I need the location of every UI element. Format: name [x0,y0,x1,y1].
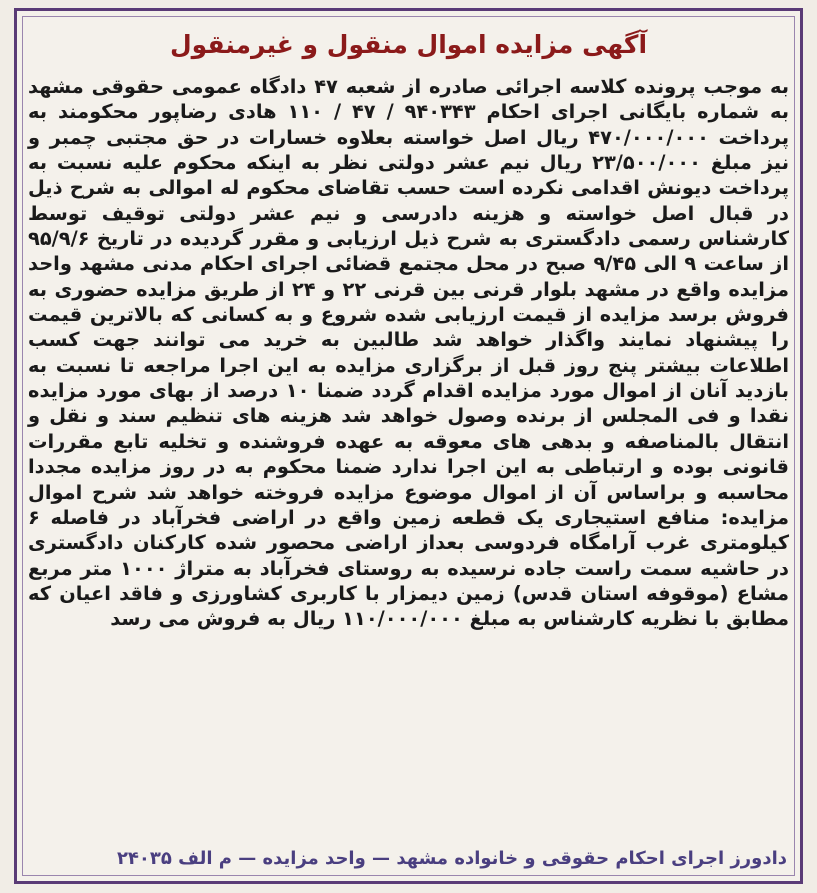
notice-title: آگهی مزایده اموال منقول و غیرمنقول [169,30,648,59]
notice-body-text: به موجب پرونده کلاسه اجرائی صادره از شعبه ۴۷ دادگاه عمومی حقوقی مشهد به شماره بایگانی اجرای احکام ۹۴۰۳۴۳ / ۴۷ / ۱۱۰ هادی رضاپور محکومند به پرداخت ۴۷۰/۰۰۰/۰۰۰ ریال اصل خواسته بعلاوه خسارات در حق مجتبی چمبر و نیز مبلغ ۲۳/۵۰۰/۰۰۰ ریال نیم عشر دولتی نظر به اینکه محکوم علیه نسبت به پرداخت دیونش اقدامی نکرده است حسب تقاضای محکوم له اموالی به شرح ذیل در قبال اصل خواسته و هزینه دادرسی و نیم عشر دولتی توقیف توسط کارشناس رسمی دادگستری به شرح ذیل ارزیابی و مقرر گردیده در تاریخ ۹۵/۹/۶ از ساعت ۹ الی ۹/۴۵ صبح در محل مجتمع قضائی اجرای احکام مدنی مشهد واحد مزایده واقع در مشهد بلوار قرنی بین قرنی ۲۲ و ۲۴ از طریق مزایده حضوری به فروش برسد مزایده از قیمت ارزیابی شده شروع و به کسانی که بالاترین قیمت را پیشنهاد نمایند واگذار خواهد شد طالبین به خرید می توانند جهت کسب اطلاعات بیشتر پنج روز قبل از برگزاری مزایده به این اجرا مراجعه تا نسبت به بازدید آنان از اموال مورد مزایده اقدام گردد ضمنا ۱۰ درصد از بهای مورد مزایده نقدا و فی المجلس از برنده وصول خواهد شد هزینه های تنظیم سند و نقل و انتقال بالمناصفه و بدهی های معوقه به عهده فروشنده و تخلیه تابع مقررات قانونی بوده و ارتباطی به این اجرا ندارد ضمنا محکوم به در روز مزایده مجددا محاسبه و براساس آن از اموال موضوع مزایده فروخته خواهد شد شرح اموال مزایده: منافع استیجاری یک قطعه زمین واقع در اراضی فخرآباد در فاصله ۶ کیلومتری غرب آرامگاه فردوسی بعداز اراضی محصور شده کارکنان دادگستری در حاشیه سمت راست جاده نرسیده به روستای فخرآباد به متراژ ۱۰۰۰ متر مربع مشاع (موقوفه استان قدس) زمین دیمزار با کاربری کشاورزی و فاقد اعیان که مطابق با نظریه کارشناس به مبلغ ۱۱۰/۰۰۰/۰۰۰ ریال به فروش می رسد [28,75,790,631]
notice-body [28,74,789,632]
notice-footer: دادورز اجرای احکام حقوقی و خانواده مشهد — واحد مزایده — م الف ۲۴۰۳۵ [116,848,787,869]
